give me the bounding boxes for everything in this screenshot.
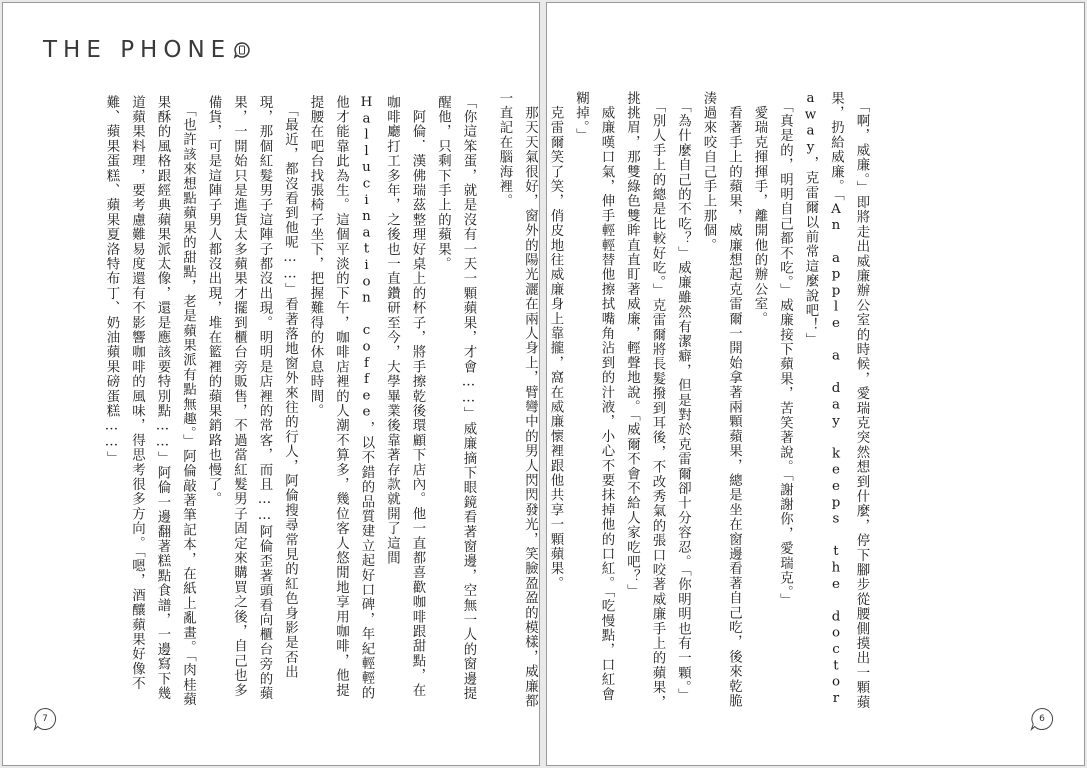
paragraph: 看著手上的蘋果，威廉想起克雷爾一開始拿著兩顆蘋果，總是坐在窗邊看著自己吃，後來乾脆湊過來咬自己手上那個。: [701, 91, 742, 709]
paragraph: 克雷爾笑了笑，俏皮地往威廉身上靠攏，窩在威廉懷裡跟他共享一顆蘋果。: [548, 91, 563, 591]
left-page: [2, 2, 540, 766]
paragraph: 「你這笨蛋，就是沒有一天一顆蘋果，才會……」威廉摘下眼鏡看著窗邊，空無一人的窗邊提醒他，只剩下手上的蘋果。: [435, 95, 476, 701]
paragraph: 「啊，威廉。」即將走出威廉辦公室的時候，愛瑞克突然想到什麼，停下腳步從腰側摸出一顆蘋果，扔給威廉。「An apple a day keeps the doctor away，克雷爾以前常這麼說吧！」: [803, 91, 869, 724]
right-page: [497, 2, 1085, 766]
page-number-left-value: 7: [42, 714, 48, 724]
paragraph: 「真是的，明明自己都不吃。」威廉接下蘋果，苦笑著說。「謝謝你，愛瑞克。」: [777, 91, 793, 609]
paragraph: 那天天氣很好，窗外的陽光灑在兩人身上，臂彎中的男人閃閃發光，笑臉盈盈的模樣，威廉都一直記在腦海裡。: [497, 91, 538, 709]
paragraph: 阿倫．漢佛瑞茲整理好桌上的杯子，將手擦乾後環顧下店內。他一直都喜歡咖啡跟甜點，在咖啡廳打工多年，之後也一直鑽研至今，大學畢業後靠著存款就開了這間 Hallucination coffee，以不錯的品質建立起好口碑，年紀輕輕的他才能靠此為生。這個平淡的下午，咖啡店裡的人潮不算多，幾位客人悠閒地享用咖啡，他提提腰在吧台找張椅子坐下，把握難得的休息時間。: [308, 95, 425, 701]
right-page-body-text: [497, 91, 874, 724]
paragraph: 「最近，都沒看到他呢……」看著落地窗外來往的行人，阿倫搜尋常見的紅色身影是否出現，那個紅髮男子這陣子都沒出現。明明是店裡的常客，而且……阿倫歪著頭看向櫃台旁的蘋果，一開始只是進貨太多蘋果才擺到櫃台旁販售，不過當紅髮男子固定來購買之後，自己也多備貨，可是這陣子男人都沒出現，堆在籃裡的蘋果銷路也慢了。: [206, 95, 298, 701]
page-number-right-value: 6: [1039, 714, 1045, 724]
paragraph: 「也許該來想點蘋果的甜點，老是蘋果派有點無趣。」阿倫敲著筆記本，在紙上亂畫。「肉桂蘋果酥的風格跟經典蘋果派太像，還是應該要特別點……」阿倫一邊翻著糕點食譜，一邊寫下幾道蘋果料理，要考慮難易度還有不影響咖啡的風味，得思考很多方向。「嗯，酒釀蘋果好像不難、蘋果蛋糕、蘋果夏洛特布丁、奶油蘋果磅蛋糕……」: [104, 95, 196, 707]
page-number-right: [1030, 707, 1054, 731]
paragraph: 「別人手上的總是比較好吃。」克雷爾將長髮撥到耳後，不改秀氣的張口咬著威廉手上的蘋果，挑挑眉，那雙綠色雙眸直直盯著威廉，輕聲地說。「威爾不會不給人家吃吧？」: [624, 91, 665, 710]
brand-logo: [43, 37, 251, 63]
page-number-left: [33, 707, 57, 731]
paragraph: 愛瑞克揮揮手，離開他的辦公室。: [752, 91, 767, 327]
left-page-body-text: [61, 95, 481, 707]
paragraph: 威廉嘆口氣，伸手輕輕替他擦拭嘴角沾到的汁液，小心不要抹掉他的口紅。「吃慢點，口紅會糊掉。」: [573, 91, 614, 702]
logo-text: THE PHONE: [43, 37, 232, 63]
speech-bubble-icon: [233, 41, 251, 59]
paragraph: 「為什麼自己的不吃？」威廉雖然有潔癖，但是對於克雷爾卻十分容忍。「你明明也有一顆。」: [675, 91, 691, 703]
